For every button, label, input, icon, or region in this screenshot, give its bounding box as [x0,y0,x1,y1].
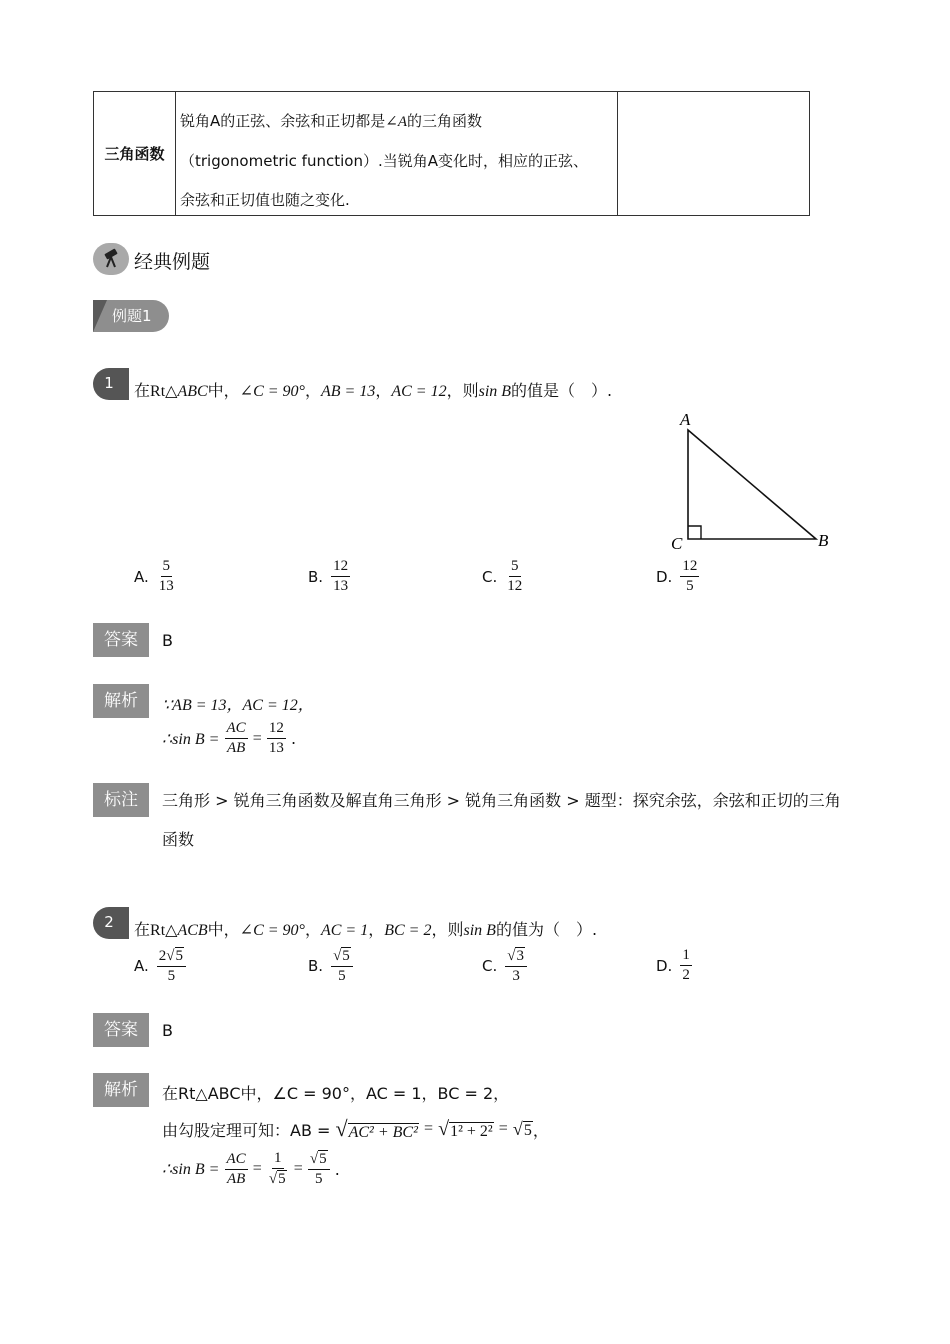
definition-term: 三角函数 [94,92,176,215]
q2-analysis-label: 解析 [93,1073,149,1107]
definition-body [176,92,618,215]
q1-option-b[interactable]: B. $\frac{12}{13}$ [308,558,349,594]
sqrt-expression: √ 1² + 2² [438,1117,493,1140]
fraction: 1 √ 5 [268,1150,286,1187]
fraction: √ 5 5 [308,1150,330,1188]
q1-option-a[interactable]: A. $\frac{5}{13}$ [134,558,174,594]
triangle-figure [660,405,840,555]
q2-option-a[interactable]: A. 2√ 5 5 [134,947,186,985]
q1-answer-label: 答案 [93,623,149,657]
fraction: $\frac{5}{12}$ [507,558,523,594]
fraction: $\frac{AC}{AB}$ [226,1150,246,1187]
definition-line-2: （trigonometric function）.当锐角A变化时，相应的正弦、 [180,152,588,170]
fraction: √ 5 5 [331,947,353,985]
question-1-stem: 在Rt△ABC中，∠C = 90°，AB = 13，AC = 12，则sin B的值是（ ）. [134,381,613,400]
q2-answer-label: 答案 [93,1013,149,1047]
sqrt-expression: √ 5 [512,1118,532,1139]
fraction: √ 3 3 [505,947,527,985]
vertex-label-c: C [671,534,683,553]
q2-analysis-line-2: 由勾股定理可知：AB = √ AC² + BC² = √ 1² + 2² = √ 5 ， [162,1116,549,1141]
section-title: 经典例题 [134,251,211,273]
q2-option-d[interactable]: D. $\frac{1}{2}$ [656,947,690,983]
q2-option-b[interactable]: B. √ 5 5 [308,947,353,985]
definition-line-1: 锐角A的正弦、余弦和正切都是∠A的三角函数 [180,112,483,130]
fraction: 2√ 5 5 [157,947,186,985]
sqrt-expression: √ AC² + BC² [335,1116,418,1141]
q1-analysis-line-1: ∵AB = 13，AC = 12， [162,697,314,714]
fraction: $\frac{AC}{AB}$ [226,720,246,756]
definition-line-3: 余弦和正切值也随之变化. [180,191,350,209]
q1-option-d[interactable]: D. $\frac{12}{5}$ [656,558,698,594]
fraction: $\frac{1}{2}$ [682,947,690,983]
q2-analysis-line-3: ∴sin B = $\frac{AC}{AB}$ = 1 √ 5 = √ 5 5 . [162,1150,340,1187]
question-2-stem: 在Rt△ACB中，∠C = 90°，AC = 1，BC = 2，则sin B的值为（ ）. [134,920,598,939]
q2-answer: B [162,1021,173,1040]
definition-table [93,91,810,216]
definition-notes-cell [618,92,809,215]
fraction: $\frac{5}{13}$ [158,558,174,594]
fraction: $\frac{12}{5}$ [682,558,698,594]
q1-tag-text: 三角形 > 锐角三角函数及解直角三角形 > 锐角三角函数 > 题型：探究余弦，余弦和正切的三角函数 [162,791,841,849]
triangle-shape [688,430,816,539]
example-tag: 例题1 [93,300,169,332]
q2-option-c[interactable]: C. √ 3 3 [482,947,527,985]
fraction: $\frac{12}{13}$ [268,720,284,756]
question-number-2: 2 [93,907,129,939]
right-angle-mark [688,526,701,539]
q1-answer: B [162,631,173,650]
question-number-1: 1 [93,368,129,400]
q1-analysis-line-2: ∴sin B = $\frac{AC}{AB}$ = $\frac{12}{13}$ . [162,720,297,756]
q1-option-c[interactable]: C. $\frac{5}{12}$ [482,558,523,594]
q2-analysis-line-1: 在Rt△ABC中，∠C = 90°，AC = 1，BC = 2， [162,1084,510,1103]
telescope-icon [93,243,129,275]
fraction: $\frac{12}{13}$ [333,558,349,594]
q1-analysis-label: 解析 [93,684,149,718]
q1-tag-label: 标注 [93,783,149,817]
vertex-label-a: A [680,410,691,429]
vertex-label-b: B [818,531,829,550]
